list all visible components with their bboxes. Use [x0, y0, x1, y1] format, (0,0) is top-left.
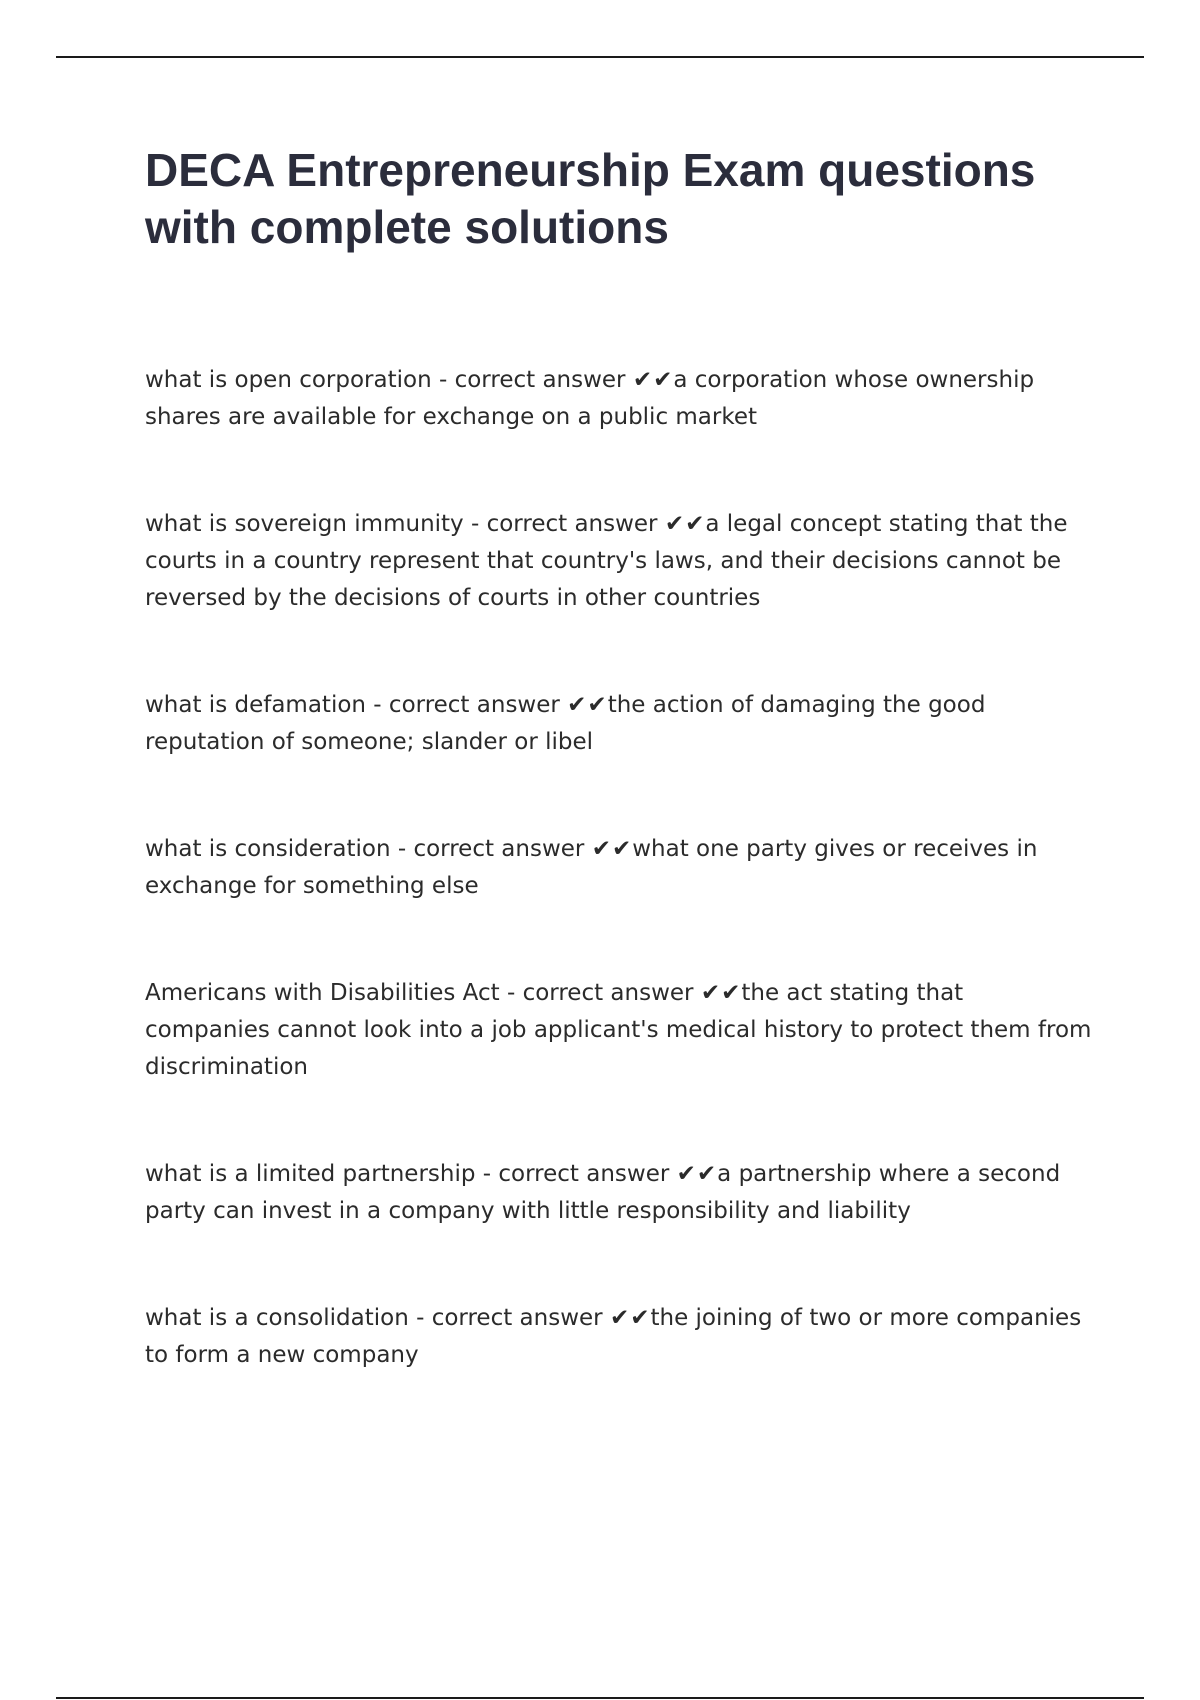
question-text: what is a limited partnership [145, 1161, 476, 1187]
answer-text: the action of damaging the good reputation of someone; slander or libel [145, 692, 986, 755]
bottom-rule [56, 1697, 1144, 1699]
correct-answer-label: - correct answer [463, 511, 665, 537]
answer-text: a legal concept stating that the courts in a country represent that country's laws, and their decisions cannot be reversed by the decisions of courts in other countries [145, 511, 1068, 611]
qa-list [145, 362, 1095, 1374]
check-marks-icon: ✔✔ [609, 1305, 651, 1331]
check-marks-icon: ✔✔ [632, 367, 674, 393]
correct-answer-label: - correct answer [475, 1161, 677, 1187]
answer-text: the act stating that companies cannot look into a job applicant's medical history to protect them from discrimination [145, 980, 1092, 1080]
correct-answer-label: - correct answer [408, 1305, 610, 1331]
question-text: what is sovereign immunity [145, 511, 464, 537]
check-marks-icon: ✔✔ [567, 692, 608, 718]
question-text: what is a consolidation [145, 1305, 409, 1331]
qa-item [145, 831, 1095, 905]
question-text: what is consideration [145, 836, 391, 862]
correct-answer-label: - correct answer [499, 980, 701, 1006]
qa-item [145, 1300, 1095, 1374]
question-text: what is open corporation [145, 367, 432, 393]
correct-answer-label: - correct answer [366, 692, 568, 718]
qa-item [145, 975, 1095, 1086]
question-text: what is defamation [145, 692, 366, 718]
page-title: DECA Entrepreneurship Exam questions with complete solutions [145, 144, 1036, 253]
question-text: Americans with Disabilities Act [145, 980, 500, 1006]
answer-text: a corporation whose ownership shares are available for exchange on a public market [145, 367, 1035, 430]
correct-answer-label: - correct answer [431, 367, 633, 393]
answer-text: a partnership where a second party can invest in a company with little responsibility and liability [145, 1161, 1061, 1224]
qa-item [145, 362, 1095, 436]
top-rule [56, 56, 1144, 58]
qa-item [145, 1156, 1095, 1230]
check-marks-icon: ✔✔ [664, 511, 706, 537]
correct-answer-label: - correct answer [390, 836, 592, 862]
qa-item [145, 506, 1095, 617]
qa-item [145, 687, 1095, 761]
answer-text: the joining of two or more companies to form a new company [145, 1305, 1082, 1368]
check-marks-icon: ✔✔ [676, 1161, 718, 1187]
check-marks-icon: ✔✔ [700, 980, 742, 1006]
check-marks-icon: ✔✔ [591, 836, 633, 862]
answer-text: what one party gives or receives in exchange for something else [145, 836, 1038, 899]
